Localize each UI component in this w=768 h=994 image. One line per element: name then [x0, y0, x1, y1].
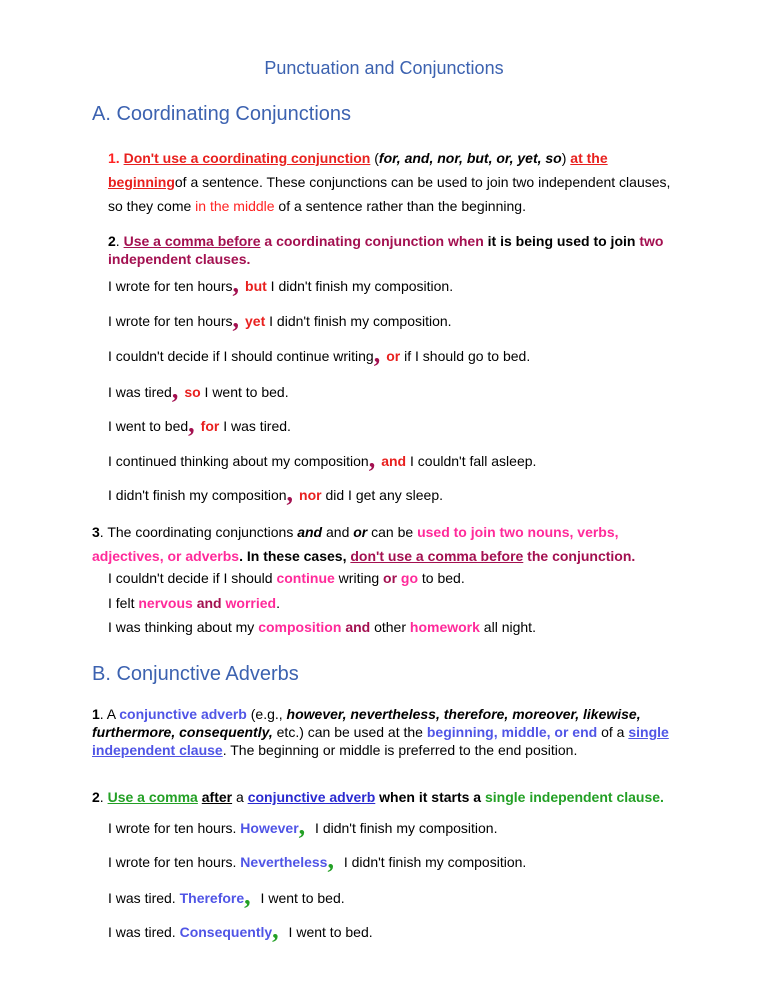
example-sentence — [108, 375, 289, 404]
comma-mark: , — [244, 881, 251, 910]
section-b-rule-1 — [92, 705, 682, 759]
conjunction: for — [200, 418, 220, 434]
rule-text: etc.) can be used at the — [272, 724, 427, 740]
rule-text: . The coordinating conjunctions — [99, 524, 298, 540]
example-text: I wrote for ten hours. — [108, 854, 241, 870]
rule-text: . The beginning or middle is preferred to the end position. — [222, 742, 578, 758]
example-sentence — [108, 811, 498, 840]
example-text: I didn't finish my composition — [108, 487, 287, 503]
conjunction: or — [353, 524, 368, 540]
rule-emphasis: single independent clause. — [484, 789, 664, 805]
section-b-rule-2 — [92, 788, 692, 806]
example-text: I was tired. — [108, 924, 180, 940]
example-text: did I get any sleep. — [321, 487, 444, 503]
example-sentence — [108, 915, 373, 944]
joined-word: worried — [225, 595, 277, 611]
comma-mark: , — [232, 304, 240, 333]
comma-mark: , — [368, 444, 376, 473]
example-text: if I should go to bed. — [400, 348, 531, 364]
section-a-rule-2 — [108, 232, 678, 268]
conjunctive-adverb: However — [240, 820, 299, 836]
rule-text: when it starts a — [375, 789, 485, 805]
example-text: all night. — [479, 619, 536, 635]
comma-mark: , — [171, 375, 179, 404]
example-text: I couldn't decide if I should continue writing — [108, 348, 374, 364]
comma-mark: , — [286, 478, 294, 507]
example-sentence — [108, 619, 536, 635]
rule-emphasis: conjunctive adverb — [247, 789, 376, 805]
example-text: I was tired. — [219, 418, 291, 434]
comma-mark: , — [188, 409, 195, 438]
rule-emphasis: Don't use a coordinating conjunction — [123, 150, 371, 166]
rule-emphasis: don't use a comma before — [350, 548, 524, 564]
conjunctive-adverb: Therefore — [179, 890, 245, 906]
example-sentence — [108, 570, 465, 586]
rule-text: (e.g., — [246, 706, 287, 722]
example-text: I didn't finish my composition. — [265, 313, 452, 329]
conjunction: and — [345, 619, 371, 635]
rule-emphasis: single independent clause — [92, 724, 669, 758]
rule-number: 1 — [92, 706, 100, 722]
conjunction: nor — [299, 487, 322, 503]
rule-emphasis: beginning, middle, or end — [426, 724, 598, 740]
conjunction: and — [297, 524, 323, 540]
example-text: writing — [334, 570, 384, 586]
example-text: I wrote for ten hours. — [108, 820, 241, 836]
rule-emphasis: used to join two nouns, verbs, adjectives, or adverbs — [92, 524, 619, 564]
example-text: I didn't finish my composition. — [311, 820, 498, 836]
rule-text: a — [232, 789, 248, 805]
rule-text: . A — [99, 706, 120, 722]
example-sentence — [108, 304, 452, 333]
example-sentence — [108, 478, 444, 507]
conjunction: and — [196, 595, 222, 611]
example-text: I went to bed. — [200, 384, 289, 400]
comma-mark: , — [327, 845, 334, 874]
example-text: I wrote for ten hours — [108, 278, 233, 294]
joined-word: homework — [409, 619, 480, 635]
rule-text: . — [99, 789, 108, 805]
conjunction-list: for, and, nor, but, or, yet, so — [378, 150, 562, 166]
rule-text: of a sentence. These conjunctions can be used to join two independent clauses, so they come — [108, 174, 671, 214]
rule-emphasis: Use a comma — [107, 789, 198, 805]
rule-text: ) — [561, 150, 571, 166]
example-text: I was tired — [108, 384, 172, 400]
example-text: I felt — [108, 595, 139, 611]
rule-text: . In these cases, — [239, 548, 351, 564]
example-text: . — [276, 595, 280, 611]
example-text: I couldn't fall asleep. — [406, 453, 537, 469]
comma-mark: , — [272, 915, 279, 944]
rule-emphasis: two independent clauses. — [108, 233, 664, 267]
rule-number: 3 — [92, 524, 100, 540]
rule-number: 2 — [108, 233, 116, 249]
example-sentence — [108, 409, 291, 438]
example-text: I continued thinking about my composition — [108, 453, 369, 469]
example-sentence — [108, 881, 345, 910]
conjunction: but — [245, 278, 267, 294]
conjunction: so — [184, 384, 201, 400]
rule-emphasis: a coordinating conjunction when — [260, 233, 484, 249]
example-text: I didn't finish my composition. — [339, 854, 527, 870]
example-sentence — [108, 595, 280, 611]
rule-text: and — [322, 524, 354, 540]
conjunction: or — [386, 348, 401, 364]
rule-text: can be — [367, 524, 418, 540]
section-a-rule-1 — [108, 146, 688, 218]
example-text: I didn't finish my composition. — [266, 278, 454, 294]
joined-word: nervous — [138, 595, 193, 611]
adverb-list: however, nevertheless, therefore, moreover, likewise, furthermore, consequently, — [92, 706, 641, 740]
example-sentence — [108, 269, 454, 298]
rule-text: . — [115, 233, 124, 249]
joined-word: continue — [276, 570, 335, 586]
comma-mark: , — [373, 339, 381, 368]
example-sentence — [108, 444, 537, 473]
rule-text: it is being used to join — [483, 233, 640, 249]
rule-emphasis: conjunctive adverb — [119, 706, 247, 722]
section-b-heading: B. Conjunctive Adverbs — [92, 663, 299, 685]
comma-mark: , — [298, 811, 306, 840]
example-text: I went to bed — [108, 418, 189, 434]
comma-mark: , — [232, 269, 240, 298]
conjunction: and — [381, 453, 407, 469]
example-text: I went to bed. — [256, 890, 345, 906]
rule-text: of a sentence rather than the beginning. — [274, 198, 526, 214]
section-a-heading: A. Coordinating Conjunctions — [92, 103, 352, 125]
example-text: I went to bed. — [284, 924, 373, 940]
rule-number: 2 — [92, 789, 100, 805]
conjunctive-adverb: Nevertheless — [240, 854, 328, 870]
rule-number: 1. — [108, 150, 120, 166]
example-text: I wrote for ten hours — [108, 313, 233, 329]
conjunctive-adverb: Consequently — [179, 924, 273, 940]
conjunction: yet — [245, 313, 266, 329]
rule-emphasis: the conjunction. — [523, 548, 636, 564]
rule-text: ( — [370, 150, 379, 166]
example-text: I couldn't decide if I should — [108, 570, 277, 586]
conjunction: or — [383, 570, 398, 586]
joined-word: composition — [258, 619, 342, 635]
example-text: I was thinking about my — [108, 619, 259, 635]
rule-emphasis: Use a comma before — [123, 233, 261, 249]
example-sentence — [108, 339, 531, 368]
joined-word: go — [400, 570, 419, 586]
example-text: I was tired. — [108, 890, 180, 906]
rule-text: of a — [597, 724, 629, 740]
example-text: to bed. — [418, 570, 465, 586]
example-sentence — [108, 845, 527, 874]
page-title: Punctuation and Conjunctions — [264, 58, 504, 78]
rule-emphasis: in the middle — [195, 198, 275, 214]
section-a-rule-3 — [92, 520, 682, 568]
rule-emphasis: after — [201, 789, 233, 805]
example-text: other — [370, 619, 410, 635]
rule-emphasis: at the beginning — [108, 150, 608, 190]
